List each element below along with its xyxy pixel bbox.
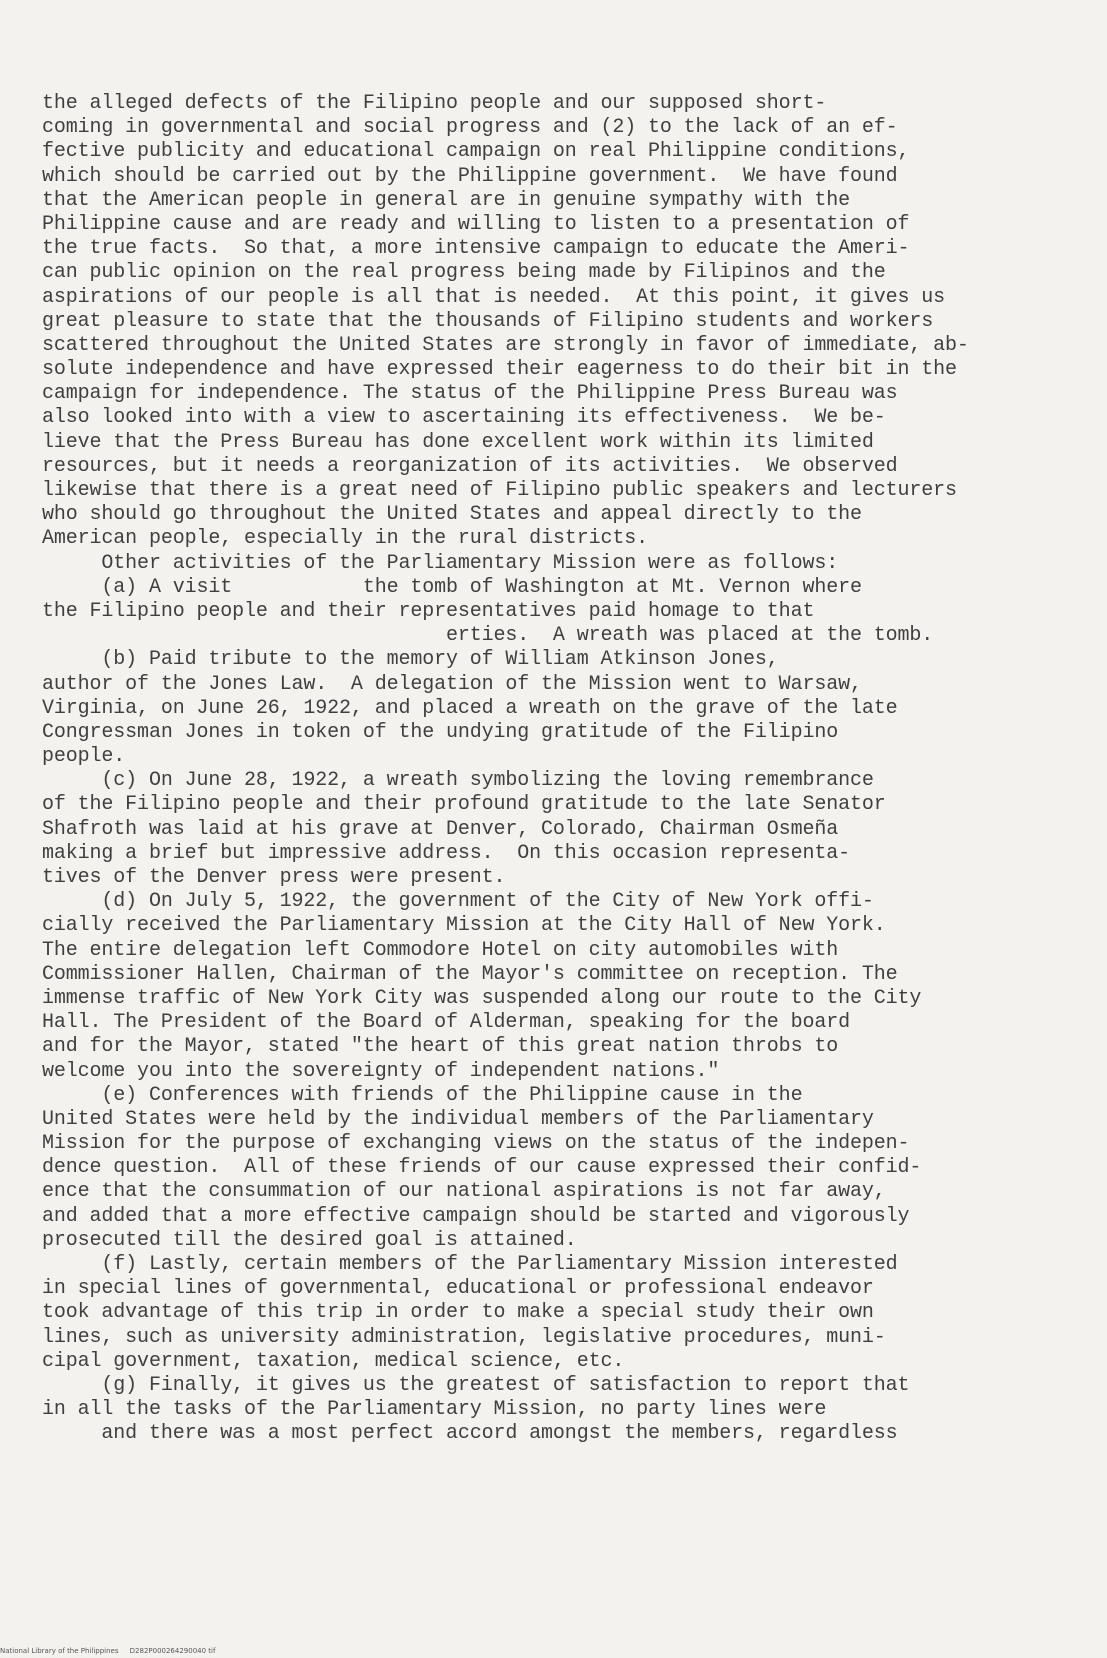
- text-line: scattered throughout the United States are strongly in favor of immediate, ab-: [42, 333, 969, 357]
- text-line: Congressman Jones in token of the undying gratitude of the Filipino: [42, 720, 839, 744]
- text-line: coming in governmental and social progress and (2) to the lack of an ef-: [42, 116, 898, 140]
- text-line: people.: [42, 745, 126, 769]
- text-line: solute independence and have expressed their eagerness to do their bit in the: [42, 358, 957, 382]
- text-line: can public opinion on the real progress being made by Filipinos and the: [42, 261, 886, 285]
- text-line: which should be carried out by the Philippine government. We have found: [42, 164, 898, 188]
- text-line: prosecuted till the desired goal is attained.: [42, 1228, 577, 1252]
- text-line: aspirations of our people is all that is needed. At this point, it gives us: [42, 285, 946, 309]
- text-line: and there was a most perfect accord amongst the members, regardless: [42, 1422, 898, 1446]
- text-line: great pleasure to state that the thousands of Filipino students and workers: [42, 309, 934, 333]
- text-line: (f) Lastly, certain members of the Parliamentary Mission interested: [42, 1253, 898, 1276]
- text-line: likewise that there is a great need of Filipino public speakers and lecturers: [42, 479, 957, 502]
- text-line: making a brief but impressive address. On this occasion representa-: [42, 841, 850, 865]
- text-line: erties. A wreath was placed at the tomb.: [42, 624, 934, 648]
- text-line: The entire delegation left Commodore Hotel on city automobiles with: [42, 938, 839, 962]
- text-line: resources, but it needs a reorganization of its activities. We observed: [42, 454, 898, 478]
- text-line: welcome you into the sovereignty of independent nations.": [42, 1059, 720, 1083]
- text-line: and added that a more effective campaign should be started and vigorously: [42, 1204, 910, 1228]
- text-line: and for the Mayor, stated "the heart of this great nation throbs to: [42, 1035, 839, 1059]
- text-line: United States were held by the individual members of the Parliamentary: [42, 1107, 874, 1131]
- text-line: that the American people in general are in genuine sympathy with the: [42, 188, 850, 212]
- footer-library: National Library of the Philippines: [0, 1647, 119, 1655]
- text-line: (g) Finally, it gives us the greatest of satisfaction to report that: [42, 1373, 910, 1397]
- text-line: author of the Jones Law. A delegation of the Mission went to Warsaw,: [42, 672, 862, 696]
- text-line: campaign for independence. The status of the Philippine Press Bureau was: [42, 382, 898, 406]
- text-line: cially received the Parliamentary Mission at the City Hall of New York.: [42, 914, 886, 938]
- archive-footer: [0, 1647, 215, 1656]
- text-line: (c) On June 28, 1922, a wreath symbolizing the loving remembrance: [42, 769, 874, 793]
- text-line: cipal government, taxation, medical science, etc.: [42, 1349, 625, 1373]
- text-line: who should go throughout the United States and appeal directly to the: [42, 503, 862, 527]
- text-line: Virginia, on June 26, 1922, and placed a wreath on the grave of the late: [42, 696, 898, 720]
- text-line: Philippine cause and are ready and willing to listen to a presentation of: [42, 212, 910, 236]
- text-line: in special lines of governmental, educational or professional endeavor: [42, 1277, 874, 1301]
- text-line: fective publicity and educational campaign on real Philippine conditions,: [42, 140, 910, 164]
- text-line: Hall. The President of the Board of Alderman, speaking for the board: [42, 1011, 850, 1035]
- text-line: the Filipino people and their representatives paid homage to that: [42, 599, 815, 623]
- text-line: ence that the consummation of our national aspirations is not far away,: [42, 1180, 886, 1204]
- text-line: (b) Paid tribute to the memory of William Atkinson Jones,: [42, 648, 779, 672]
- text-line: Other activities of the Parliamentary Mission were as follows:: [42, 551, 839, 575]
- text-line: Shafroth was laid at his grave at Denver, Colorado, Chairman Osmeña: [42, 817, 839, 841]
- text-line: also looked into with a view to ascertaining its effectiveness. We be-: [42, 406, 886, 430]
- text-line: Mission for the purpose of exchanging views on the status of the indepen-: [42, 1132, 910, 1156]
- text-line: dence question. All of these friends of our cause expressed their confid-: [42, 1156, 922, 1180]
- text-line: in all the tasks of the Parliamentary Mission, no party lines were: [42, 1398, 827, 1422]
- typewritten-body: [42, 92, 1082, 1447]
- text-line: immense traffic of New York City was suspended along our route to the City: [42, 986, 922, 1010]
- text-line: American people, especially in the rural districts.: [42, 527, 648, 551]
- text-line: (e) Conferences with friends of the Philippine cause in the: [42, 1083, 803, 1107]
- text-line: Commissioner Hallen, Chairman of the Mayor's committee on reception. The: [42, 962, 898, 986]
- text-line: took advantage of this trip in order to make a special study their own: [42, 1301, 874, 1325]
- text-line: of the Filipino people and their profound gratitude to the late Senator: [42, 793, 886, 817]
- text-line: the alleged defects of the Filipino people and our supposed short-: [42, 92, 827, 115]
- footer-file: D282P000264290040 tif: [129, 1647, 216, 1655]
- text-line: the true facts. So that, a more intensive campaign to educate the Ameri-: [42, 237, 910, 261]
- text-line: lines, such as university administration, legislative procedures, muni-: [42, 1325, 886, 1349]
- text-line: lieve that the Press Bureau has done excellent work within its limited: [42, 430, 874, 454]
- text-line: (a) A visit the tomb of Washington at Mt. Vernon where: [42, 575, 862, 599]
- text-line: (d) On July 5, 1922, the government of the City of New York offi-: [42, 890, 874, 914]
- text-line: tives of the Denver press were present.: [42, 866, 506, 889]
